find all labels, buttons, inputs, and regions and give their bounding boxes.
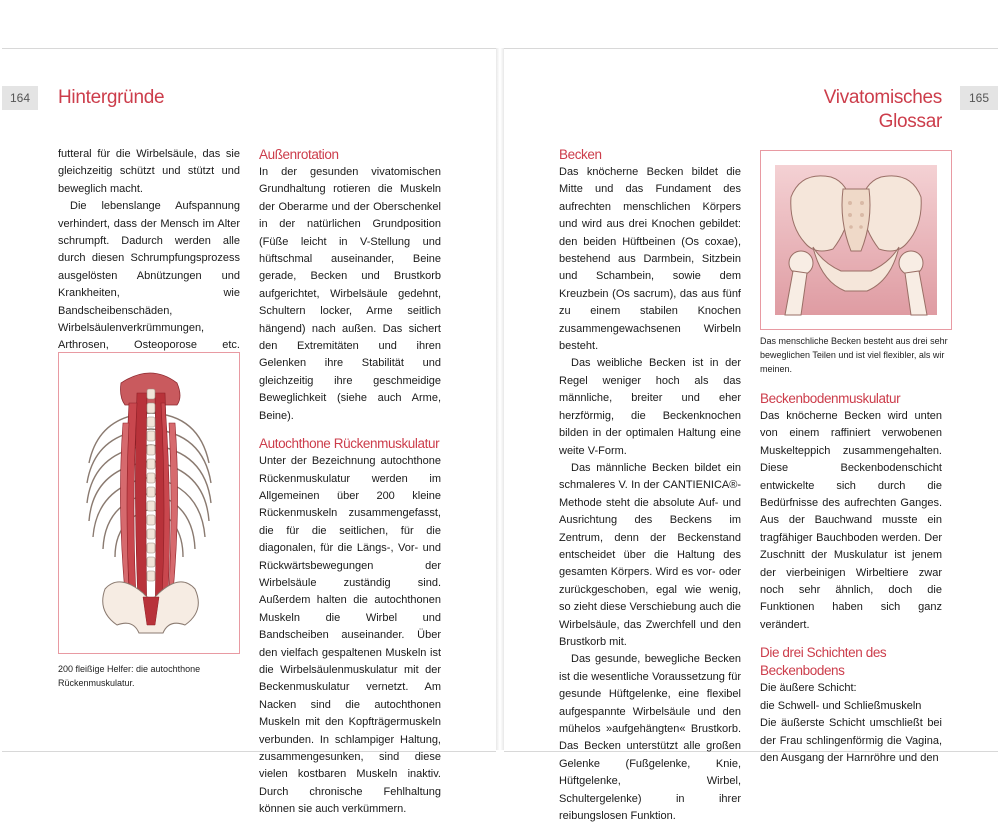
spine [147,389,155,581]
paragraph: futteral für die Wirbelsäule, das sie gleichzeitig schützt und stützt und beweglich macht. [58,148,240,195]
running-head-right: Vivatomisches Glossar [823,87,942,132]
section-heading: Die drei Schichten des Beckenbodens [760,645,887,679]
figure-caption-left: 200 fleißige Helfer: die autochthone Rückenmuskulatur. [58,664,201,688]
paragraph: In der gesunden vivatomischen Grundhaltung rotieren die Muskeln der Oberarme und der Oberschenkel in der natürlichen Grundposition (Füße leicht in V-Stellung und hüftschmal auseinander, Beine gerade, Becken und Brustkorb aufgerichtet, Wirbelsäule gedehnt, Schultern locker, Arme seitlich hängend) nach außen. Das sichert den Extremitäten und ihren Gelenken ihre Stabilität und gleichzeitig ihre geschmeidige Beweglichkeit (siehe auch Arme, Beine). [259,166,441,422]
running-head-left: Hintergründe [58,87,165,108]
paragraph: Die äußerste Schicht umschließt bei der Frau schlingenförmig die Vagina, den Ausgang der Harnröhre und den [760,717,942,764]
paragraph: Unter der Bezeichnung autochthone Rückenmuskulatur werden im Allgemeinen über 200 kleine Rückenmuskeln zusammengefasst, die für die seitlichen, für die diagonalen, für die Längs-, Vor- und Rückwärtsbewegungen der Wirbelsäule zuständig sind. Außerdem halten die autochthonen Muskeln die Wirbel und Bandscheiben auseinander. Über den vielfach gespaltenen Muskeln ist die Wirbelsäulenmuskulatur mit der Beckenmuskulatur vernetzt. Am Nacken sind die autochthonen Muskeln mit den Kopfträgermuskeln verbunden. In schlampiger Haltung, zusammengesunken, sind diese vielen kostbaren Muskeln inaktiv. Durch chronische Fehlhaltung können sie auch verkümmern. [259,455,441,816]
paragraph: Das weibliche Becken ist in der Regel weniger hoch als das männliche, breiter und eher herzförmig, die Beckenknochen bilden in der optimalen Haltung eine weite V-Form. [559,357,741,457]
section-heading: Außenrotation [259,147,339,162]
figure-pelvis [760,150,952,330]
paragraph: Die lebenslange Aufspannung verhindert, dass der Mensch im Alter schrumpft. Dadurch werden alle durch diesen Schrumpfungsprozess ausgelösten Abnützungen und Krankheiten, wie Bandscheibenschäden, Wirbelsäulenverkrümmungen, Arthrosen, Osteoporose etc. [58,200,240,352]
paragraph: Das knöcherne Becken wird unten von einem raffiniert verwobenen Muskelteppich zusammengehalten. Diese Beckenbodenschicht entwickelte sich durch die Bedürfnisse des aufrechten Ganges. Aus der Bauchwand musste ein tragfähiger Bauchboden werden. Der Zuschnitt der Muskulatur ist jenem der vierbeinigen Wirbeltiere zwar noch sehr ähnlich, doch die Funktionen haben sich ganz verändert. [760,410,942,631]
paragraph: Das männliche Becken bildet ein schmaleres V. In der CANTIENICA®-Methode steht die absolute Auf- und Ausrichtung des Beckens im Zentrum, denn der Beckenstand entscheidet über die Haltung des gesamten Körpers. Wird es vor- oder zurückgeschoben, egal wie wenig, so zieht diese Verschiebung auch die Wirbelsäule, das Zwerchfell und den Brustkorb mit. [559,461,741,648]
book-gutter [496,48,504,750]
page-number-left: 164 [2,86,38,110]
column-4 [760,390,942,767]
figure-caption-right: Das menschliche Becken besteht aus drei sehr beweglichen Teilen und ist viel flexibler, als wir meinen. [760,336,948,374]
subheading: Die äußere Schicht: [760,682,857,695]
paragraph: Das knöcherne Becken bildet die Mitte und das Fundament des aufrechten menschlichen Körpers und wird aus drei Knochen gebildet: den beiden Hüftbeinen (Os coxae), bestehend aus Darmbein, Sitzbein und Schambein, sowie dem Kreuzbein (Os sacrum), das aus fünf zu einem stabilen Knochen zusammengewachsenen Wirbeln besteht. [559,166,741,353]
column-2 [259,146,441,819]
section-heading: Beckenbodenmuskulatur [760,391,901,406]
subheading: die Schwell- und Schließmuskeln [760,699,922,712]
section-heading: Autochthone Rückenmuskulatur [259,436,440,452]
pelvis-illustration [761,151,951,329]
page-number-right: 165 [960,86,998,110]
column-3 [559,146,741,825]
figure-back-muscles [58,352,240,654]
back-muscles-illustration [59,353,239,653]
paragraph: Das gesunde, bewegliche Becken ist die wesentliche Voraussetzung für gesunde Hüftgelenke, eine flexibel aufgespannte Wirbelsäule und den mühelos »aufgehängten« Brustkorb. Das Becken unterstützt alle großen Gelenke (Fußgelenke, Knie, Hüftgelenke, Wirbel, Schultergelenke) in ihrer reibungslosen Funktion. [559,653,741,823]
section-heading: Becken [559,147,602,162]
